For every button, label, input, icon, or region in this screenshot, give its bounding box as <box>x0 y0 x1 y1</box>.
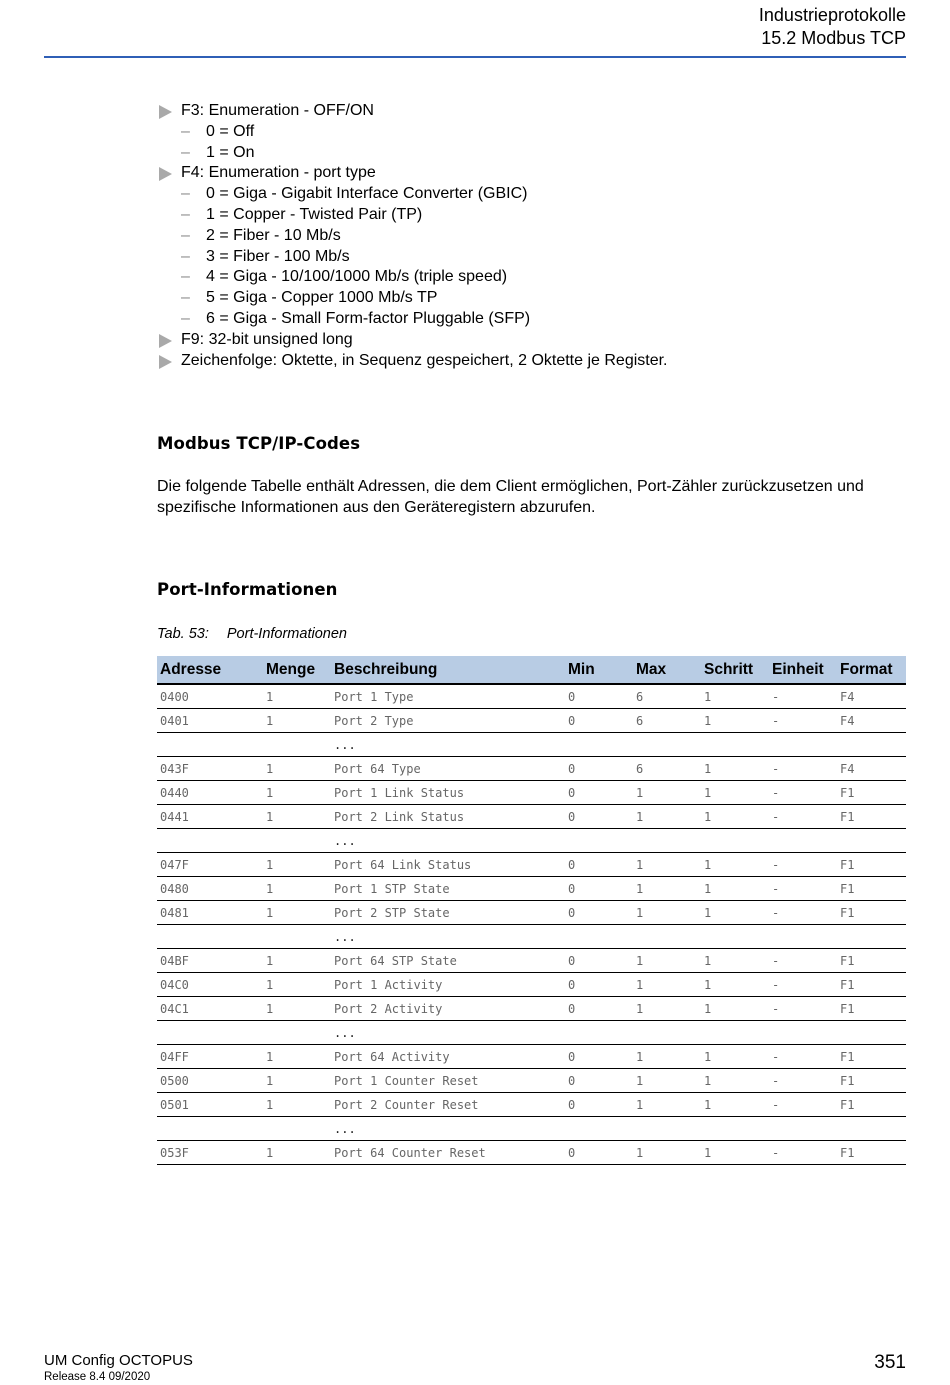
cell-einheit: - <box>769 1069 837 1093</box>
table-row <box>157 949 906 973</box>
cell-min: 0 <box>565 853 633 877</box>
cell-format <box>837 829 906 853</box>
header-divider <box>44 56 906 58</box>
cell-beschreibung: ... <box>331 733 565 757</box>
table-caption-title: Port-Informationen <box>226 626 347 642</box>
cell-einheit <box>769 733 837 757</box>
sub-bullet-item <box>157 309 917 330</box>
cell-adresse: 047F <box>157 853 263 877</box>
cell-menge: 1 <box>263 901 331 925</box>
cell-adresse: 0501 <box>157 1093 263 1117</box>
cell-min <box>565 733 633 757</box>
cell-schritt: 1 <box>701 1045 769 1069</box>
cell-adresse: 0500 <box>157 1069 263 1093</box>
table-row <box>157 973 906 997</box>
dash-marker: – <box>181 309 190 327</box>
cell-beschreibung: Port 64 Type <box>331 757 565 781</box>
section-intro-paragraph: Die folgende Tabelle enthält Adressen, die dem Client ermöglichen, Port-Zähler zurückzusetzen und spezifische Informationen aus den Geräteregistern abzurufen. <box>157 478 864 516</box>
cell-min: 0 <box>565 781 633 805</box>
bullet-text: 2 = Fiber - 10 Mb/s <box>206 226 341 244</box>
cell-menge: 1 <box>263 1069 331 1093</box>
cell-min <box>565 829 633 853</box>
cell-einheit: - <box>769 997 837 1021</box>
format-bullet-list <box>157 101 917 371</box>
cell-beschreibung: Port 1 Link Status <box>331 781 565 805</box>
cell-adresse: 0440 <box>157 781 263 805</box>
col-header-menge: Menge <box>263 656 331 684</box>
cell-max: 1 <box>633 901 701 925</box>
cell-einheit: - <box>769 1045 837 1069</box>
dash-marker: – <box>181 143 190 161</box>
dash-marker: – <box>181 247 190 265</box>
cell-max: 1 <box>633 997 701 1021</box>
bullet-item <box>157 330 917 351</box>
col-header-einheit: Einheit <box>769 656 837 684</box>
cell-format: F1 <box>837 901 906 925</box>
dash-marker: – <box>181 205 190 223</box>
cell-adresse <box>157 733 263 757</box>
bullet-text: 5 = Giga - Copper 1000 Mb/s TP <box>206 289 438 307</box>
header-section: 15.2 Modbus TCP <box>761 28 906 48</box>
bullet-text: F4: Enumeration - port type <box>181 164 376 182</box>
sub-bullet-item <box>157 288 917 309</box>
cell-beschreibung: ... <box>331 1021 565 1045</box>
footer-doc-title: UM Config OCTOPUS <box>44 1352 193 1369</box>
bullet-item <box>157 101 917 122</box>
cell-einheit: - <box>769 973 837 997</box>
cell-menge <box>263 1117 331 1141</box>
cell-schritt: 1 <box>701 901 769 925</box>
cell-format: F1 <box>837 853 906 877</box>
sub-bullet-item <box>157 226 917 247</box>
cell-menge: 1 <box>263 757 331 781</box>
cell-schritt: 1 <box>701 684 769 709</box>
cell-beschreibung: Port 1 Counter Reset <box>331 1069 565 1093</box>
cell-format: F1 <box>837 997 906 1021</box>
sub-bullet-item <box>157 143 917 164</box>
cell-format: F1 <box>837 1069 906 1093</box>
cell-min <box>565 1117 633 1141</box>
cell-einheit: - <box>769 709 837 733</box>
cell-min: 0 <box>565 901 633 925</box>
cell-menge: 1 <box>263 1141 331 1165</box>
cell-max: 6 <box>633 709 701 733</box>
section-heading-modbus-codes: Modbus TCP/IP-Codes <box>157 434 361 453</box>
cell-min: 0 <box>565 1093 633 1117</box>
cell-einheit: - <box>769 1141 837 1165</box>
table-caption <box>157 626 347 642</box>
cell-beschreibung: Port 1 Type <box>331 684 565 709</box>
cell-max: 6 <box>633 684 701 709</box>
table-caption-label: Tab. 53: <box>157 626 209 642</box>
cell-adresse: 0400 <box>157 684 263 709</box>
cell-einheit <box>769 829 837 853</box>
cell-beschreibung: Port 2 Activity <box>331 997 565 1021</box>
bullet-text: 1 = Copper - Twisted Pair (TP) <box>206 205 423 223</box>
cell-adresse: 04FF <box>157 1045 263 1069</box>
cell-max: 1 <box>633 1141 701 1165</box>
cell-adresse <box>157 1021 263 1045</box>
cell-format <box>837 1117 906 1141</box>
cell-min: 0 <box>565 757 633 781</box>
cell-menge: 1 <box>263 684 331 709</box>
bullet-text: 4 = Giga - 10/100/1000 Mb/s (triple speed) <box>206 268 508 286</box>
sub-bullet-item <box>157 184 917 205</box>
cell-einheit <box>769 1021 837 1045</box>
bullet-text: F3: Enumeration - OFF/ON <box>181 102 374 119</box>
table-row <box>157 1069 906 1093</box>
bullet-text: Zeichenfolge: Oktette, in Sequenz gespeichert, 2 Oktette je Register. <box>181 351 668 369</box>
cell-max <box>633 1021 701 1045</box>
cell-schritt <box>701 829 769 853</box>
dash-marker: – <box>181 122 190 140</box>
cell-adresse: 0441 <box>157 805 263 829</box>
cell-schritt: 1 <box>701 805 769 829</box>
cell-einheit <box>769 925 837 949</box>
cell-min: 0 <box>565 973 633 997</box>
bullet-text: 0 = Off <box>206 122 255 140</box>
cell-max: 1 <box>633 781 701 805</box>
cell-format <box>837 1021 906 1045</box>
dash-marker: – <box>181 289 190 307</box>
cell-max <box>633 829 701 853</box>
cell-beschreibung: Port 64 Link Status <box>331 853 565 877</box>
cell-beschreibung: Port 64 STP State <box>331 949 565 973</box>
running-header <box>759 4 906 50</box>
cell-schritt: 1 <box>701 853 769 877</box>
page-number: 351 <box>874 1352 906 1373</box>
cell-max: 1 <box>633 973 701 997</box>
cell-schritt: 1 <box>701 757 769 781</box>
cell-schritt: 1 <box>701 1141 769 1165</box>
table-ellipsis-row <box>157 925 906 949</box>
cell-menge: 1 <box>263 877 331 901</box>
bullet-text: 1 = On <box>206 143 255 161</box>
cell-beschreibung: Port 1 STP State <box>331 877 565 901</box>
table-row <box>157 1093 906 1117</box>
cell-adresse: 04C0 <box>157 973 263 997</box>
table-ellipsis-row <box>157 1021 906 1045</box>
cell-beschreibung: Port 1 Activity <box>331 973 565 997</box>
table-row <box>157 877 906 901</box>
cell-max <box>633 925 701 949</box>
table-row <box>157 684 906 709</box>
cell-beschreibung: Port 2 Link Status <box>331 805 565 829</box>
cell-min: 0 <box>565 997 633 1021</box>
triangle-bullet-icon <box>159 355 172 369</box>
table-ellipsis-row <box>157 733 906 757</box>
cell-adresse: 0401 <box>157 709 263 733</box>
cell-einheit: - <box>769 757 837 781</box>
cell-schritt: 1 <box>701 997 769 1021</box>
cell-max: 1 <box>633 877 701 901</box>
cell-max <box>633 733 701 757</box>
cell-beschreibung: Port 2 STP State <box>331 901 565 925</box>
cell-einheit <box>769 1117 837 1141</box>
cell-beschreibung: ... <box>331 1117 565 1141</box>
cell-format: F4 <box>837 709 906 733</box>
cell-einheit: - <box>769 949 837 973</box>
cell-schritt: 1 <box>701 877 769 901</box>
cell-format <box>837 733 906 757</box>
cell-menge: 1 <box>263 853 331 877</box>
table-row <box>157 709 906 733</box>
cell-format: F1 <box>837 877 906 901</box>
cell-schritt: 1 <box>701 949 769 973</box>
cell-menge: 1 <box>263 781 331 805</box>
cell-adresse: 0480 <box>157 877 263 901</box>
cell-adresse: 0481 <box>157 901 263 925</box>
cell-schritt: 1 <box>701 781 769 805</box>
cell-format: F1 <box>837 973 906 997</box>
bullet-text: 0 = Giga - Gigabit Interface Converter (GBIC) <box>206 185 528 203</box>
cell-min <box>565 1021 633 1045</box>
bullet-text: F9: 32-bit unsigned long <box>181 330 353 348</box>
cell-min: 0 <box>565 805 633 829</box>
table-row <box>157 757 906 781</box>
cell-adresse <box>157 829 263 853</box>
cell-max: 1 <box>633 949 701 973</box>
cell-min: 0 <box>565 949 633 973</box>
cell-menge <box>263 829 331 853</box>
cell-schritt: 1 <box>701 973 769 997</box>
cell-format: F1 <box>837 1141 906 1165</box>
cell-menge <box>263 925 331 949</box>
dash-marker: – <box>181 185 190 203</box>
cell-max: 1 <box>633 805 701 829</box>
cell-schritt <box>701 925 769 949</box>
table-ellipsis-row <box>157 829 906 853</box>
table-row <box>157 901 906 925</box>
cell-menge <box>263 733 331 757</box>
table-row <box>157 805 906 829</box>
cell-format <box>837 925 906 949</box>
triangle-bullet-icon <box>159 334 172 348</box>
cell-beschreibung: Port 64 Counter Reset <box>331 1141 565 1165</box>
cell-adresse: 043F <box>157 757 263 781</box>
cell-einheit: - <box>769 781 837 805</box>
cell-schritt: 1 <box>701 1069 769 1093</box>
cell-max: 6 <box>633 757 701 781</box>
cell-min: 0 <box>565 877 633 901</box>
triangle-bullet-icon <box>159 105 172 119</box>
cell-min: 0 <box>565 709 633 733</box>
cell-adresse: 04C1 <box>157 997 263 1021</box>
cell-max: 1 <box>633 1045 701 1069</box>
table-row <box>157 781 906 805</box>
cell-format: F1 <box>837 949 906 973</box>
cell-beschreibung: Port 2 Type <box>331 709 565 733</box>
cell-min: 0 <box>565 1141 633 1165</box>
table-row <box>157 997 906 1021</box>
cell-menge: 1 <box>263 805 331 829</box>
bullet-item <box>157 163 917 184</box>
section-heading-port-info: Port-Informationen <box>157 580 338 599</box>
bullet-item <box>157 351 917 372</box>
cell-beschreibung: ... <box>331 925 565 949</box>
cell-beschreibung: Port 64 Activity <box>331 1045 565 1069</box>
dash-marker: – <box>181 226 190 244</box>
cell-schritt <box>701 733 769 757</box>
cell-min: 0 <box>565 684 633 709</box>
footer-release: Release 8.4 09/2020 <box>44 1371 151 1383</box>
sub-bullet-item <box>157 122 917 143</box>
cell-format: F1 <box>837 781 906 805</box>
sub-bullet-item <box>157 205 917 226</box>
cell-beschreibung: ... <box>331 829 565 853</box>
port-info-table <box>157 656 906 1165</box>
cell-menge: 1 <box>263 949 331 973</box>
cell-menge: 1 <box>263 973 331 997</box>
cell-menge: 1 <box>263 1045 331 1069</box>
cell-schritt: 1 <box>701 709 769 733</box>
cell-adresse: 053F <box>157 1141 263 1165</box>
dash-marker: – <box>181 268 190 286</box>
footer-doc-info <box>44 1352 193 1384</box>
cell-min <box>565 925 633 949</box>
cell-max: 1 <box>633 853 701 877</box>
col-header-adresse: Adresse <box>157 656 263 684</box>
bullet-text: 6 = Giga - Small Form-factor Pluggable (SFP) <box>206 309 531 327</box>
cell-format: F4 <box>837 757 906 781</box>
cell-einheit: - <box>769 805 837 829</box>
cell-schritt <box>701 1021 769 1045</box>
cell-schritt <box>701 1117 769 1141</box>
col-header-beschreibung: Beschreibung <box>331 656 565 684</box>
table-row <box>157 1141 906 1165</box>
cell-beschreibung: Port 2 Counter Reset <box>331 1093 565 1117</box>
cell-format: F1 <box>837 1093 906 1117</box>
sub-bullet-item <box>157 247 917 268</box>
cell-menge: 1 <box>263 1093 331 1117</box>
col-header-schritt: Schritt <box>701 656 769 684</box>
cell-menge: 1 <box>263 997 331 1021</box>
cell-adresse: 04BF <box>157 949 263 973</box>
header-chapter: Industrieprotokolle <box>758 5 906 25</box>
table-ellipsis-row <box>157 1117 906 1141</box>
cell-max: 1 <box>633 1093 701 1117</box>
col-header-max: Max <box>633 656 701 684</box>
cell-format: F4 <box>837 684 906 709</box>
col-header-format: Format <box>837 656 906 684</box>
col-header-min: Min <box>565 656 633 684</box>
table-row <box>157 1045 906 1069</box>
cell-einheit: - <box>769 901 837 925</box>
cell-schritt: 1 <box>701 1093 769 1117</box>
triangle-bullet-icon <box>159 167 172 181</box>
table-row <box>157 853 906 877</box>
cell-format: F1 <box>837 805 906 829</box>
cell-einheit: - <box>769 877 837 901</box>
cell-adresse <box>157 925 263 949</box>
cell-min: 0 <box>565 1069 633 1093</box>
cell-einheit: - <box>769 684 837 709</box>
cell-einheit: - <box>769 853 837 877</box>
cell-menge <box>263 1021 331 1045</box>
cell-min: 0 <box>565 1045 633 1069</box>
cell-max: 1 <box>633 1069 701 1093</box>
cell-einheit: - <box>769 1093 837 1117</box>
cell-adresse <box>157 1117 263 1141</box>
sub-bullet-item <box>157 267 917 288</box>
bullet-text: 3 = Fiber - 100 Mb/s <box>206 247 350 265</box>
cell-max <box>633 1117 701 1141</box>
cell-menge: 1 <box>263 709 331 733</box>
cell-format: F1 <box>837 1045 906 1069</box>
table-header-row <box>157 656 906 684</box>
